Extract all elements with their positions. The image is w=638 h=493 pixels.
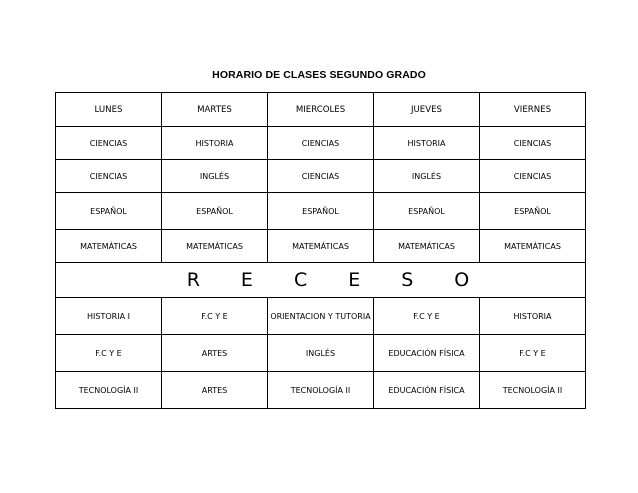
day-header-jueves: JUEVES	[374, 93, 480, 127]
table-row	[56, 127, 586, 160]
page-title: HORARIO DE CLASES SEGUNDO GRADO	[212, 69, 426, 81]
schedule-table	[55, 92, 586, 409]
class-cell: F.C Y E	[56, 335, 162, 372]
break-letter: E	[240, 269, 254, 291]
class-cell: F.C Y E	[480, 335, 586, 372]
class-cell: INGLÉS	[162, 160, 268, 193]
class-cell: TECNOLOGÍA II	[480, 372, 586, 409]
class-cell: CIENCIAS	[480, 127, 586, 160]
class-cell: MATEMÁTICAS	[268, 230, 374, 263]
break-letter: S	[401, 269, 415, 291]
class-cell: ESPAÑOL	[480, 193, 586, 230]
table-row	[56, 230, 586, 263]
class-cell: HISTORIA	[162, 127, 268, 160]
day-header-viernes: VIERNES	[480, 93, 586, 127]
break-label	[187, 269, 471, 291]
class-cell: EDUCACIÓN FÍSICA	[374, 372, 480, 409]
class-cell: ARTES	[162, 335, 268, 372]
class-cell: CIENCIAS	[268, 160, 374, 193]
class-cell: MATEMÁTICAS	[162, 230, 268, 263]
class-cell: HISTORIA I	[56, 298, 162, 335]
table-row	[56, 372, 586, 409]
class-cell: TECNOLOGÍA II	[56, 372, 162, 409]
table-row	[56, 160, 586, 193]
class-cell: ESPAÑOL	[374, 193, 480, 230]
class-cell: CIENCIAS	[56, 127, 162, 160]
class-cell: HISTORIA	[480, 298, 586, 335]
class-cell: EDUCACIÓN FÍSICA	[374, 335, 480, 372]
class-cell: F.C Y E	[374, 298, 480, 335]
class-cell: CIENCIAS	[268, 127, 374, 160]
class-cell: MATEMÁTICAS	[374, 230, 480, 263]
class-cell: MATEMÁTICAS	[56, 230, 162, 263]
table-row	[56, 298, 586, 335]
break-letter: C	[293, 269, 309, 291]
break-letter: R	[186, 269, 201, 291]
day-header-miercoles: MIERCOLES	[268, 93, 374, 127]
class-cell: CIENCIAS	[480, 160, 586, 193]
table-row	[56, 193, 586, 230]
header-row	[56, 93, 586, 127]
break-letter: O	[454, 269, 471, 291]
class-cell: CIENCIAS	[56, 160, 162, 193]
class-cell: INGLÉS	[374, 160, 480, 193]
break-cell	[56, 263, 586, 298]
class-cell: TECNOLOGÍA II	[268, 372, 374, 409]
class-cell: HISTORIA	[374, 127, 480, 160]
class-cell: F.C Y E	[162, 298, 268, 335]
class-cell: ARTES	[162, 372, 268, 409]
class-cell: ESPAÑOL	[162, 193, 268, 230]
class-cell: INGLÉS	[268, 335, 374, 372]
day-header-martes: MARTES	[162, 93, 268, 127]
table-row	[56, 335, 586, 372]
class-cell: ESPAÑOL	[268, 193, 374, 230]
day-header-lunes: LUNES	[56, 93, 162, 127]
class-cell: ESPAÑOL	[56, 193, 162, 230]
class-cell: ORIENTACION Y TUTORIA	[268, 298, 374, 335]
break-letter: E	[348, 269, 362, 291]
class-cell: MATEMÁTICAS	[480, 230, 586, 263]
break-row	[56, 263, 586, 298]
